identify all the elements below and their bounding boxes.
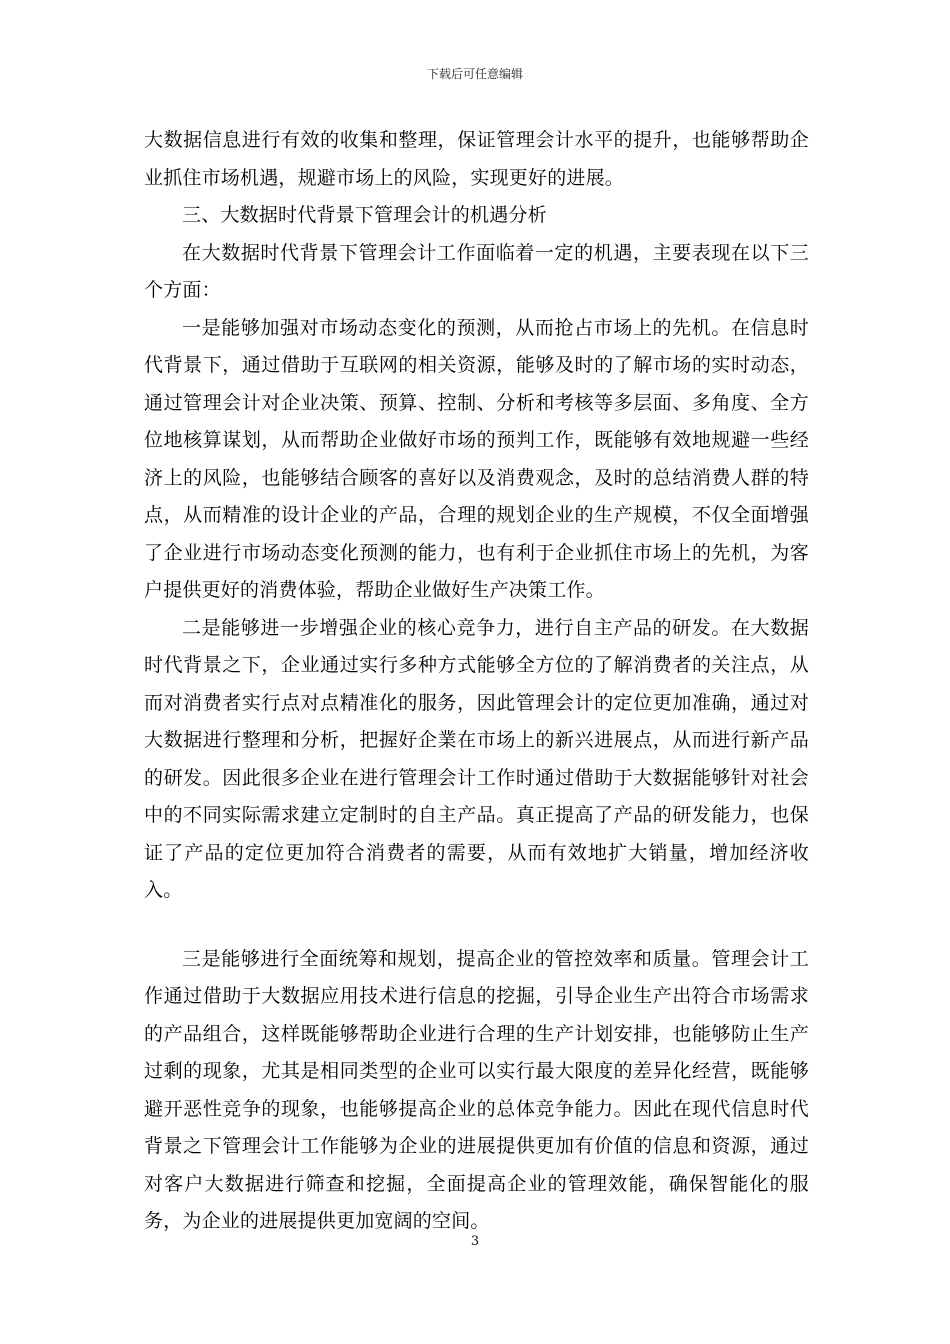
paragraph-point-two: 二是能够进一步增强企业的核心竞争力，进行自主产品的研发。在大数据时代背景之下，企业通过实行多种方式能够全方位的了解消费者的关注点，从而对消费者实行点对点精准化的服务，因此管理会计的定位更加准确，通过对大数据进行整理和分析，把握好企業在市场上的新兴进展点，从而进行新产品的研发。因此很多企业在进行管理会计工作时通过借助于大数据能够针对社会中的不同实际需求建立定制时的自主产品。真正提高了产品的研发能力，也保证了产品的定位更加符合消费者的需要，从而有效地扩大销量，增加经济收入。 (144, 616, 809, 901)
paragraph-intro: 在大数据时代背景下管理会计工作面临着一定的机遇，主要表现在以下三个方面： (144, 241, 809, 301)
document-body (144, 122, 809, 1241)
paragraph-spacer (144, 910, 809, 941)
paragraph-point-three: 三是能够进行全面统筹和规划，提高企业的管控效率和质量。管理会计工作通过借助于大数据应用技术进行信息的挖掘，引导企业生产出符合市场需求的产品组合，这样既能够帮助企业进行合理的生产计划安排，也能够防止生产过剩的现象，尤其是相同类型的企业可以实行最大限度的差异化经营，既能够避开恶性竞争的现象，也能够提高企业的总体竞争能力。因此在现代信息时代背景之下管理会计工作能够为企业的进展提供更加有价值的信息和资源，通过对客户大数据进行筛查和挖掘，全面提高企业的管理效能，确保智能化的服务，为企业的进展提供更加宽阔的空间。 (144, 947, 809, 1232)
paragraph-point-one: 一是能够加强对市场动态变化的预测，从而抢占市场上的先机。在信息时代背景下，通过借助于互联网的相关资源，能够及时的了解市场的实时动态，通过管理会计对企业决策、预算、控制、分析和考核等多层面、多角度、全方位地核算谋划，从而帮助企业做好市场的预判工作，既能够有效地规避一些经济上的风险，也能够结合顾客的喜好以及消费观念，及时的总结消费人群的特点，从而精准的设计企业的产品，合理的规划企业的生产规模，不仅全面增强了企业进行市场动态变化预测的能力，也有利于企业抓住市场上的先机，为客户提供更好的消费体验，帮助企业做好生产决策工作。 (144, 316, 809, 601)
page-number: 3 (470, 1234, 480, 1249)
page-header: 下载后可任意编辑 (426, 67, 523, 81)
paragraph-continuation: 大数据信息进行有效的收集和整理，保证管理会计水平的提升，也能够帮助企业抓住市场机遇，规避市场上的风险，实现更好的进展。 (144, 129, 809, 189)
section-heading: 三、大数据时代背景下管理会计的机遇分析 (182, 204, 547, 226)
